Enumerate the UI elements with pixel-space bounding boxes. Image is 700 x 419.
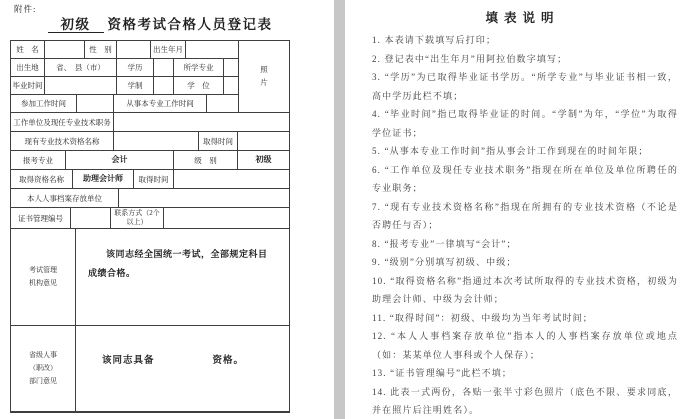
instruction-item: 3. “学历”为已取得毕业证书学历。“所学专业”与毕业证书相一致，高中学历此栏不填； (372, 72, 678, 101)
schooling-years-label: 学制 (117, 77, 154, 94)
cert-number-label: 证书管理编号 (11, 208, 71, 228)
current-qualification-label: 现有专业技术资格名称 (11, 132, 114, 150)
registration-table (10, 40, 290, 413)
name-field[interactable] (45, 41, 85, 58)
provincial-opinion-cell (76, 326, 289, 411)
form-title (0, 13, 320, 33)
instruction-item: 6. “工作单位及现任专业技术职务”指现在所在单位及单位所聘任的专业职务； (372, 164, 678, 193)
instruction-item: 1. 本表请下载填写后打印； (372, 35, 497, 45)
archive-unit-field[interactable] (119, 189, 289, 207)
provincial-dept-label (11, 326, 76, 411)
archive-unit-label: 本人人事档案存放单位 (11, 189, 119, 207)
gender-field[interactable] (117, 41, 151, 58)
schooling-years-field[interactable] (154, 77, 174, 94)
instruction-item: 13. “证书管理编号”此栏不填； (372, 368, 513, 378)
table-row (11, 229, 289, 326)
instruction-item: 9. “级别”分别填写初级、中级； (372, 257, 517, 267)
current-qualification-field[interactable] (114, 132, 199, 150)
graduation-time-field[interactable] (45, 77, 117, 94)
instructions-title: 填表说明 (485, 11, 560, 25)
table-row (11, 189, 289, 208)
instructions-page (345, 0, 700, 419)
table-row (11, 326, 289, 412)
obtain-time-field[interactable] (238, 132, 289, 150)
birthplace-label: 出生地 (11, 59, 45, 76)
exam-authority-opinion-text: 该同志经全国统一考试，全部规定科目成绩合格。 (88, 249, 268, 278)
degree-label: 学 位 (174, 77, 224, 94)
education-label: 学历 (117, 59, 154, 76)
instruction-item: 11. “取得时间”：初级、中级均为当年考试时间； (372, 312, 593, 323)
work-start-time-field[interactable] (77, 95, 114, 112)
provincial-opinion-suffix: 资格。 (212, 356, 245, 366)
table-row (11, 132, 289, 151)
instruction-item: 14. 此表一式两份，各贴一张半寸彩色照片（底色不限、要求同底，并在照片后注明姓名）。 (372, 386, 678, 415)
table-row (11, 113, 289, 132)
exam-authority-opinion-cell (76, 229, 289, 325)
instruction-item: 12. “本人人事档案存放单位”指本人的人事档案存放单位或地点（如：某某单位人事科或个人保存）； (372, 331, 678, 360)
employer-title-field[interactable] (114, 113, 289, 131)
acquired-time-field[interactable] (174, 170, 289, 188)
exam-authority-label (11, 229, 76, 325)
photo-label: 照片 (260, 64, 268, 87)
instructions-list (372, 31, 678, 419)
graduation-time-label: 毕业时间 (11, 77, 45, 94)
exam-authority-label-line1: 考试管理 (29, 265, 57, 274)
attachment-label: 附件: (14, 4, 37, 14)
page-separator (334, 0, 345, 419)
acquired-time-label: 取得时间 (134, 170, 174, 188)
exam-authority-label-line2: 机构意见 (29, 279, 57, 287)
instruction-item: 5. “从事本专业工作时间”指从事会计工作到现在的时间年限； (372, 146, 649, 156)
obtain-time-label: 取得时间 (199, 132, 238, 150)
birthplace-field[interactable]: 省、 县（市） (45, 59, 117, 76)
employer-title-label: 工作单位及现任专业技术职务 (11, 113, 114, 131)
cert-number-field[interactable] (71, 208, 111, 228)
profession-time-label: 从事本专业工作时间 (114, 95, 207, 112)
table-row (11, 151, 289, 170)
education-field[interactable] (154, 59, 174, 76)
level-label: 级 别 (174, 151, 238, 169)
acquired-qualification-label: 取得资格名称 (11, 170, 73, 188)
table-row (11, 208, 289, 229)
provincial-dept-label-line3: 部门意见 (29, 377, 57, 386)
instruction-item: 2. 登记表中“出生年月”用阿拉伯数字填写； (372, 53, 568, 64)
title-rest: 资格考试合格人员登记表 (107, 17, 273, 32)
provincial-dept-label-line2: （职改） (29, 363, 57, 372)
photo-box (238, 41, 289, 113)
exam-major-label: 报考专业 (11, 151, 66, 169)
instruction-item: 8. “报考专业”一律填写“会计”； (372, 238, 517, 249)
instruction-item: 10. “取得资格名称”指通过本次考试所取得的专业技术资格，初级为助理会计师、中级为会计师； (372, 275, 678, 304)
contact-field[interactable] (164, 208, 289, 228)
form-page (0, 0, 334, 419)
level-value: 初级 (255, 155, 272, 165)
name-label: 姓 名 (11, 41, 45, 58)
birth-date-label: 出生年月 (151, 41, 186, 58)
work-start-time-label: 参加工作时间 (11, 95, 77, 112)
provincial-opinion-prefix: 该同志具备 (102, 356, 155, 366)
table-row (11, 170, 289, 189)
exam-major-value: 会计 (66, 151, 174, 169)
instruction-item: 4. “毕业时间”指已取得毕业证的时间。“学制”为年，“学位”为取得学位证书； (372, 109, 678, 138)
acquired-qualification-value: 助理会计师 (73, 170, 134, 188)
major-label: 所学专业 (174, 59, 224, 76)
contact-label: 联系方式（2个以上） (111, 208, 164, 228)
gender-label: 性 别 (85, 41, 117, 58)
title-level-blank: 初级 (48, 17, 104, 33)
instruction-item: 7. “现有专业技术资格名称”指现在所拥有的专业技术资格（不论是否聘任与否）； (372, 201, 678, 230)
provincial-dept-label-line1: 省级人事 (29, 350, 57, 359)
